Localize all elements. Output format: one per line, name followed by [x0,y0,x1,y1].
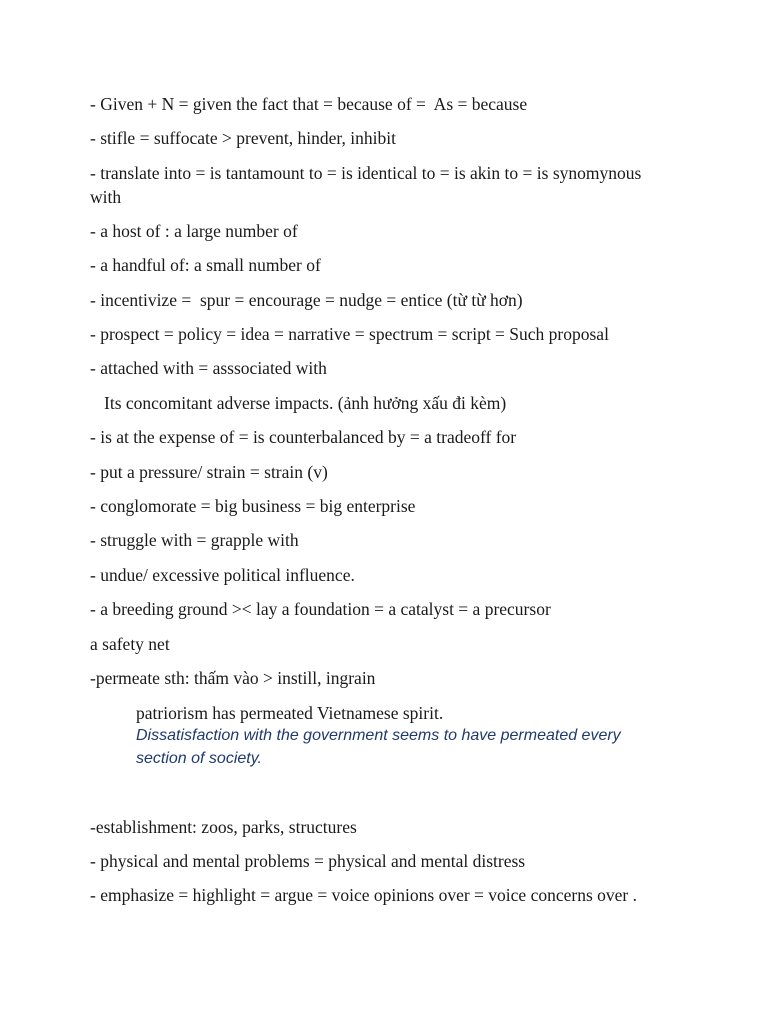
note-line-stifle: - stifle = suffocate > prevent, hinder, inhibit [90,128,396,148]
note-line-translate-into: - translate into = is tantamount to = is identical to = is akin to = is synomynous with [90,163,646,207]
note-line-host-of: - a host of : a large number of [90,221,298,241]
note-line-permeate: -permeate sth: thấm vào > instill, ingrain [90,668,376,688]
note-line-emphasize: - emphasize = highlight = argue = voice opinions over = voice concerns over . [90,885,637,905]
note-line-prospect: - prospect = policy = idea = narrative = spectrum = script = Such proposal [90,324,609,344]
note-line-safety-net: a safety net [90,634,170,654]
example-sentence-patriorism: patriorism has permeated Vietnamese spirit. [136,703,444,723]
note-line-struggle-with: - struggle with = grapple with [90,530,299,550]
note-line-breeding-ground: - a breeding ground >< lay a foundation = a catalyst = a precursor [90,599,551,619]
note-line-physical-mental: - physical and mental problems = physical and mental distress [90,851,526,871]
note-line-establishment: -establishment: zoos, parks, structures [90,817,357,837]
note-line-given: - Given + N = given the fact that = because of = As = because [90,94,528,114]
example-sentence-dissatisfaction: Dissatisfaction with the government seems to have permeated every section of society. [136,727,621,767]
note-line-pressure: - put a pressure/ strain = strain (v) [90,462,328,482]
note-line-expense-of: - is at the expense of = is counterbalanced by = a tradeoff for [90,427,517,447]
note-line-attached-with: - attached with = asssociated with [90,358,327,378]
note-line-concomitant: Its concomitant adverse impacts. (ảnh hưởng xấu đi kèm) [104,393,507,413]
note-line-incentivize: - incentivize = spur = encourage = nudge = entice (từ từ hơn) [90,290,523,310]
note-line-conglomorate: - conglomorate = big business = big enterprise [90,496,416,516]
note-line-handful-of: - a handful of: a small number of [90,255,321,275]
note-line-undue: - undue/ excessive political influence. [90,565,355,585]
